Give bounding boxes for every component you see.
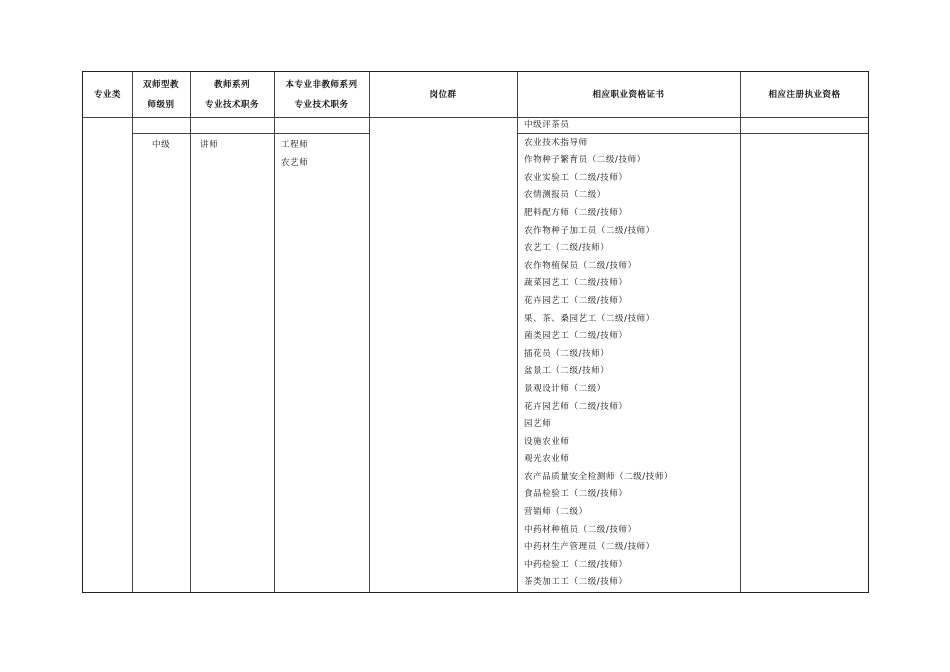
certificate-item: 营销师（二级） bbox=[524, 507, 588, 518]
certificate-item: 农产品质量安全检测师（二级/技师） bbox=[524, 471, 674, 482]
certificate-list bbox=[524, 117, 740, 592]
header-certificates bbox=[517, 72, 740, 117]
column-divider bbox=[274, 72, 275, 592]
column-divider bbox=[517, 72, 518, 592]
certificate-item: 园艺师 bbox=[524, 419, 552, 430]
certificate-item: 茶类加工工（二级/技师） bbox=[524, 577, 628, 588]
certificate-item: 食品检验工（二级/技师） bbox=[524, 489, 628, 500]
certificate-item: 果、茶、桑园艺工（二级/技师） bbox=[524, 313, 655, 324]
certificate-item: 蔬菜园艺工（二级/技师） bbox=[524, 278, 628, 289]
header-certificates-text: 相应职业资格证书 bbox=[592, 89, 665, 100]
header-dual-level-line1: 双师型教 bbox=[142, 79, 179, 90]
header-teacher-title bbox=[190, 72, 274, 117]
certificate-item: 农业技术指导师 bbox=[524, 137, 588, 148]
header-category bbox=[83, 72, 132, 117]
qualification-table bbox=[82, 71, 869, 593]
certificate-item: 设施农业师 bbox=[524, 436, 570, 447]
header-dual-level bbox=[132, 72, 190, 117]
row-divider bbox=[132, 133, 369, 134]
certificate-item: 农艺工（二级/技师） bbox=[524, 243, 610, 254]
nonteacher-title-1: 工程师 bbox=[281, 140, 309, 150]
header-dual-level-line2: 师级别 bbox=[147, 99, 175, 110]
header-divider bbox=[83, 117, 868, 118]
column-divider bbox=[132, 72, 133, 592]
certificate-item: 肥料配方师（二级/技师） bbox=[524, 207, 628, 218]
certificate-item: 景观设计师（二级） bbox=[524, 383, 606, 394]
certificate-item: 花卉园艺工（二级/技师） bbox=[524, 295, 628, 306]
certificate-item: 农作物种子加工员（二级/技师） bbox=[524, 225, 655, 236]
header-teacher-title-line1: 教师系列 bbox=[213, 79, 250, 90]
certificate-item: 作物种子繁育员（二级/技师） bbox=[524, 155, 646, 166]
certificate-item: 盆景工（二级/技师） bbox=[524, 366, 610, 377]
header-category-text: 专业类 bbox=[93, 89, 121, 100]
header-nonteacher-title-line1: 本专业非教师系列 bbox=[285, 79, 358, 90]
certificate-item: 农情测报员（二级） bbox=[524, 190, 606, 201]
certificate-item: 菌类园艺工（二级/技师） bbox=[524, 331, 628, 342]
header-positions bbox=[369, 72, 517, 117]
teacher-title-cell: 讲师 bbox=[200, 140, 219, 150]
header-teacher-title-line2: 专业技术职务 bbox=[204, 99, 259, 110]
certificate-item: 农作物植保员（二级/技师） bbox=[524, 260, 637, 271]
certificate-item: 中药检验工（二级/技师） bbox=[524, 559, 628, 570]
certificate-item: 插花员（二级/技师） bbox=[524, 348, 610, 359]
column-divider bbox=[740, 72, 741, 592]
certificate-item: 农业实验工（二级/技师） bbox=[524, 172, 628, 183]
certificate-item: 中药材生产管理员（二级/技师） bbox=[524, 542, 655, 553]
certificate-item: 中级评茶员 bbox=[524, 120, 570, 130]
nonteacher-title-2: 农艺师 bbox=[281, 158, 309, 168]
column-divider bbox=[190, 72, 191, 592]
column-divider bbox=[369, 72, 370, 592]
header-registration-text: 相应注册执业资格 bbox=[768, 89, 841, 100]
header-registration bbox=[740, 72, 869, 117]
header-nonteacher-title-line2: 专业技术职务 bbox=[294, 99, 349, 110]
header-nonteacher-title bbox=[274, 72, 369, 117]
certificate-item: 观光农业师 bbox=[524, 454, 570, 465]
level-cell: 中级 bbox=[152, 140, 171, 150]
certificate-item: 中药材种植员（二级/技师） bbox=[524, 524, 637, 535]
certificate-item: 花卉园艺师（二级/技师） bbox=[524, 401, 628, 412]
header-positions-text: 岗位群 bbox=[429, 89, 457, 100]
